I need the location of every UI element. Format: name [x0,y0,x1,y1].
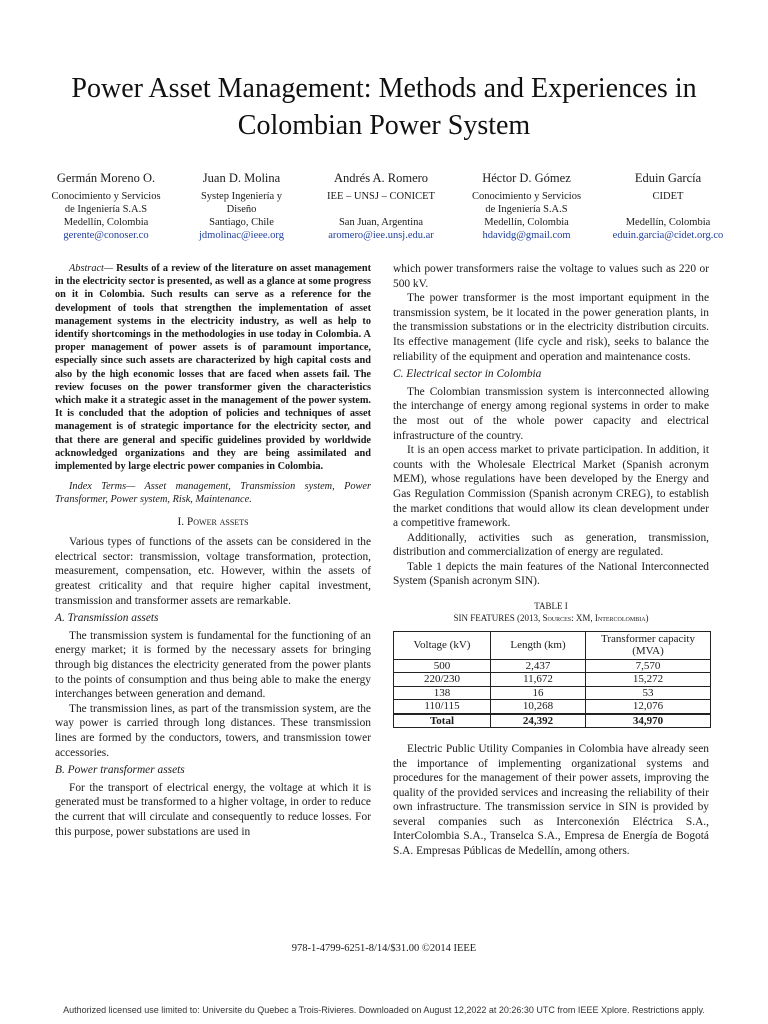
author-3 [317,170,445,242]
author-affiliation: Conocimiento y Servicios de Ingeniería S.A.S [471,191,582,215]
author-email[interactable]: aromero@iee.unsj.edu.ar [328,230,434,241]
author-name: Eduin García [634,171,702,185]
table-cell: 16 [491,686,586,699]
table-total-row [394,714,711,728]
right-column [393,262,709,859]
paragraph: Various types of functions of the assets can be considered in the electrical sector: transmission, voltage transformation, protection, measurement, compensation, etc. However, within the assets of greatest criticality and that require higher capital investment, transmission and transformer assets are remarkable. [55,536,371,607]
table-row [394,686,711,699]
abstract-heading: Abstract— [69,263,114,274]
table-caption-end: ) [645,612,649,623]
paragraph: For the transport of electrical energy, the voltage at which it is generated must be transformed to a higher voltage, in order to reduce the current that will circulate and consequently to reduce losses. For this purpose, power substations are used in [55,781,371,838]
table-caption [393,601,709,624]
table-cell: 500 [394,659,491,672]
author-location: Medellín, Colombia [484,217,569,228]
paper-title: Power Asset Management: Methods and Experiences in Colombian Power System [71,73,697,141]
author-5 [608,170,728,242]
table-cell: 110/115 [394,700,491,714]
paragraph: which power transformers raise the voltage to values such as 220 or 500 kV. [393,263,709,290]
section-heading: I. Power assets [177,515,249,528]
table-cell: 10,268 [491,700,586,714]
paragraph: It is an open access market to private participation. In addition, it counts with the Wholesale Electrical Market (Spanish acronym MEM), whose regulations have been developed by the Energy and Gas Regulation Commission (Spanish acronym CREG), to establish the market conditions that would allow its clean development under a competitive framework. [393,444,709,530]
author-email[interactable]: hdavidg@gmail.com [482,230,571,241]
author-affiliation: CIDET [652,191,684,202]
table-header: Voltage (kV) [394,632,491,660]
author-location: San Juan, Argentina [338,217,424,228]
author-affiliation: Systep Ingeniería y Diseño [200,191,283,215]
table-header: Transformer capacity (MVA) [586,632,711,660]
index-terms: Index Terms— Asset management, Transmission system, Power Transformer, Power system, Risk, Maintenance. [55,481,371,506]
table-cell: 220/230 [394,673,491,686]
subsection-heading: C. Electrical sector in Colombia [393,368,542,381]
author-name: Juan D. Molina [202,171,281,185]
author-4 [467,170,587,242]
table-header-row [394,632,711,660]
table-cell: 34,970 [586,714,711,728]
table-label: TABLE I [534,601,568,612]
table-caption-sources: Sources: XM, Intercolombia [542,612,646,623]
abstract-text: Results of a review of the literature on asset management in the electricity sector is presented, as well as a glance at some progress on it in Colombia. Such results can serve as a reference for the development of tools that strengthen the implementation of asset management systems in the electricity industry, as well as help to identify shortcomings in the methodologies in use today in Colombia. A proper management of power assets is of paramount importance, especially since such assets are characterized by high capital costs and also by the high economic losses that are faced when assets fail. The review focuses on the power transformer given the characteristics which make it a strategic asset in the management of the power system. It is concluded that the adoption of policies and techniques of asset management is of strategic importance for the electricity sector, and that there are general and specific guidelines provided by worldwide acknowledged organizations and they are being assimilated and implemented by large electric power companies in Colombia. [55,263,371,473]
paragraph: Additionally, activities such as generation, transmission, distribution and commercialization of energy are regulated. [393,531,709,559]
author-affiliation: Conocimiento y Servicios de Ingeniería S.A.S [51,191,161,215]
paragraph: Table 1 depicts the main features of the National Interconnected System (Spanish acronym SIN). [393,560,709,588]
left-column [55,262,371,839]
paragraph: The power transformer is the most important equipment in the transmission system, be it located in the power generation plants, in the transmission substations or in the electricity distribution circuits. Its effective management (life cycle and risk), seeks to balance the reliability of the equipment and operation and maintenance costs. [393,292,709,363]
paragraph: Electric Public Utility Companies in Colombia have already seen the importance of implementing organizational systems and procedures for the management of their power assets, improving the quality of the provided services and increasing the reliability of their own infrastructure. The transmission service in SIN is provided by several companies such as Interconexión Eléctrica S.A., InterColombia S.A., Transelca S.A., Empresa de Energía de Bogotá S.A. Empresas Públicas de Medellín, among others. [393,742,709,858]
table-cell: 138 [394,686,491,699]
copyright-code: 978-1-4799-6251-8/14/$31.00 ©2014 IEEE [291,943,477,954]
table-cell: 11,672 [491,673,586,686]
author-2 [188,170,296,242]
table-header: Length (km) [491,632,586,660]
author-email[interactable]: gerente@conoser.co [63,230,149,241]
author-location: Santiago, Chile [209,217,274,228]
abstract [55,262,371,507]
table-cell: 15,272 [586,673,711,686]
table-cell: 2,437 [491,659,586,672]
table-caption-main: SIN FEATURES (2013, [453,612,543,623]
table-row [394,659,711,672]
table-cell: 53 [586,686,711,699]
author-name: Andrés A. Romero [333,171,429,185]
paragraph: The Colombian transmission system is interconnected allowing the interchange of energy among regional systems in order to make the most out of the whole power capacity and electrical infrastructure of the country. [393,385,709,442]
author-name: Héctor D. Gómez [482,171,571,185]
table-row [394,673,711,686]
table-cell: Total [394,714,491,728]
table-cell: 24,392 [491,714,586,728]
author-email[interactable]: jdmolinac@ieee.org [199,230,284,241]
license-notice: Authorized licensed use limited to: Universite du Quebec a Trois-Rivieres. Downloaded on August 12,2022 at 20:26:30 UTC from IEEE Xplore. Restrictions apply. [63,1005,705,1015]
sin-features-table [393,631,711,728]
paragraph: The transmission system is fundamental for the functioning of an energy market; it is formed by the necessary assets for bringing through big distances the electricity generated from the power plants to the points of consumption and thus being able to make the energy interchanges between generation and demand. [55,629,371,701]
author-block [46,170,728,242]
table-cell: 12,076 [586,700,711,714]
author-email[interactable]: eduin.garcia@cidet.org.co [612,230,724,241]
subsection-heading: B. Power transformer assets [55,764,185,777]
paragraph: The transmission lines, as part of the transmission system, are the way power is carried through long distances. These transmission lines are formed by the conductors, towers, and transmission tower accessories. [55,702,371,759]
author-location: Medellín, Colombia [625,217,711,228]
author-location: Medellín, Colombia [63,217,149,228]
author-1 [46,170,166,242]
subsection-heading: A. Transmission assets [55,612,159,625]
table-row [394,700,711,714]
table-cell: 7,570 [586,659,711,672]
author-name: Germán Moreno O. [56,171,156,185]
author-affiliation: IEE – UNSJ – CONICET [327,191,435,202]
